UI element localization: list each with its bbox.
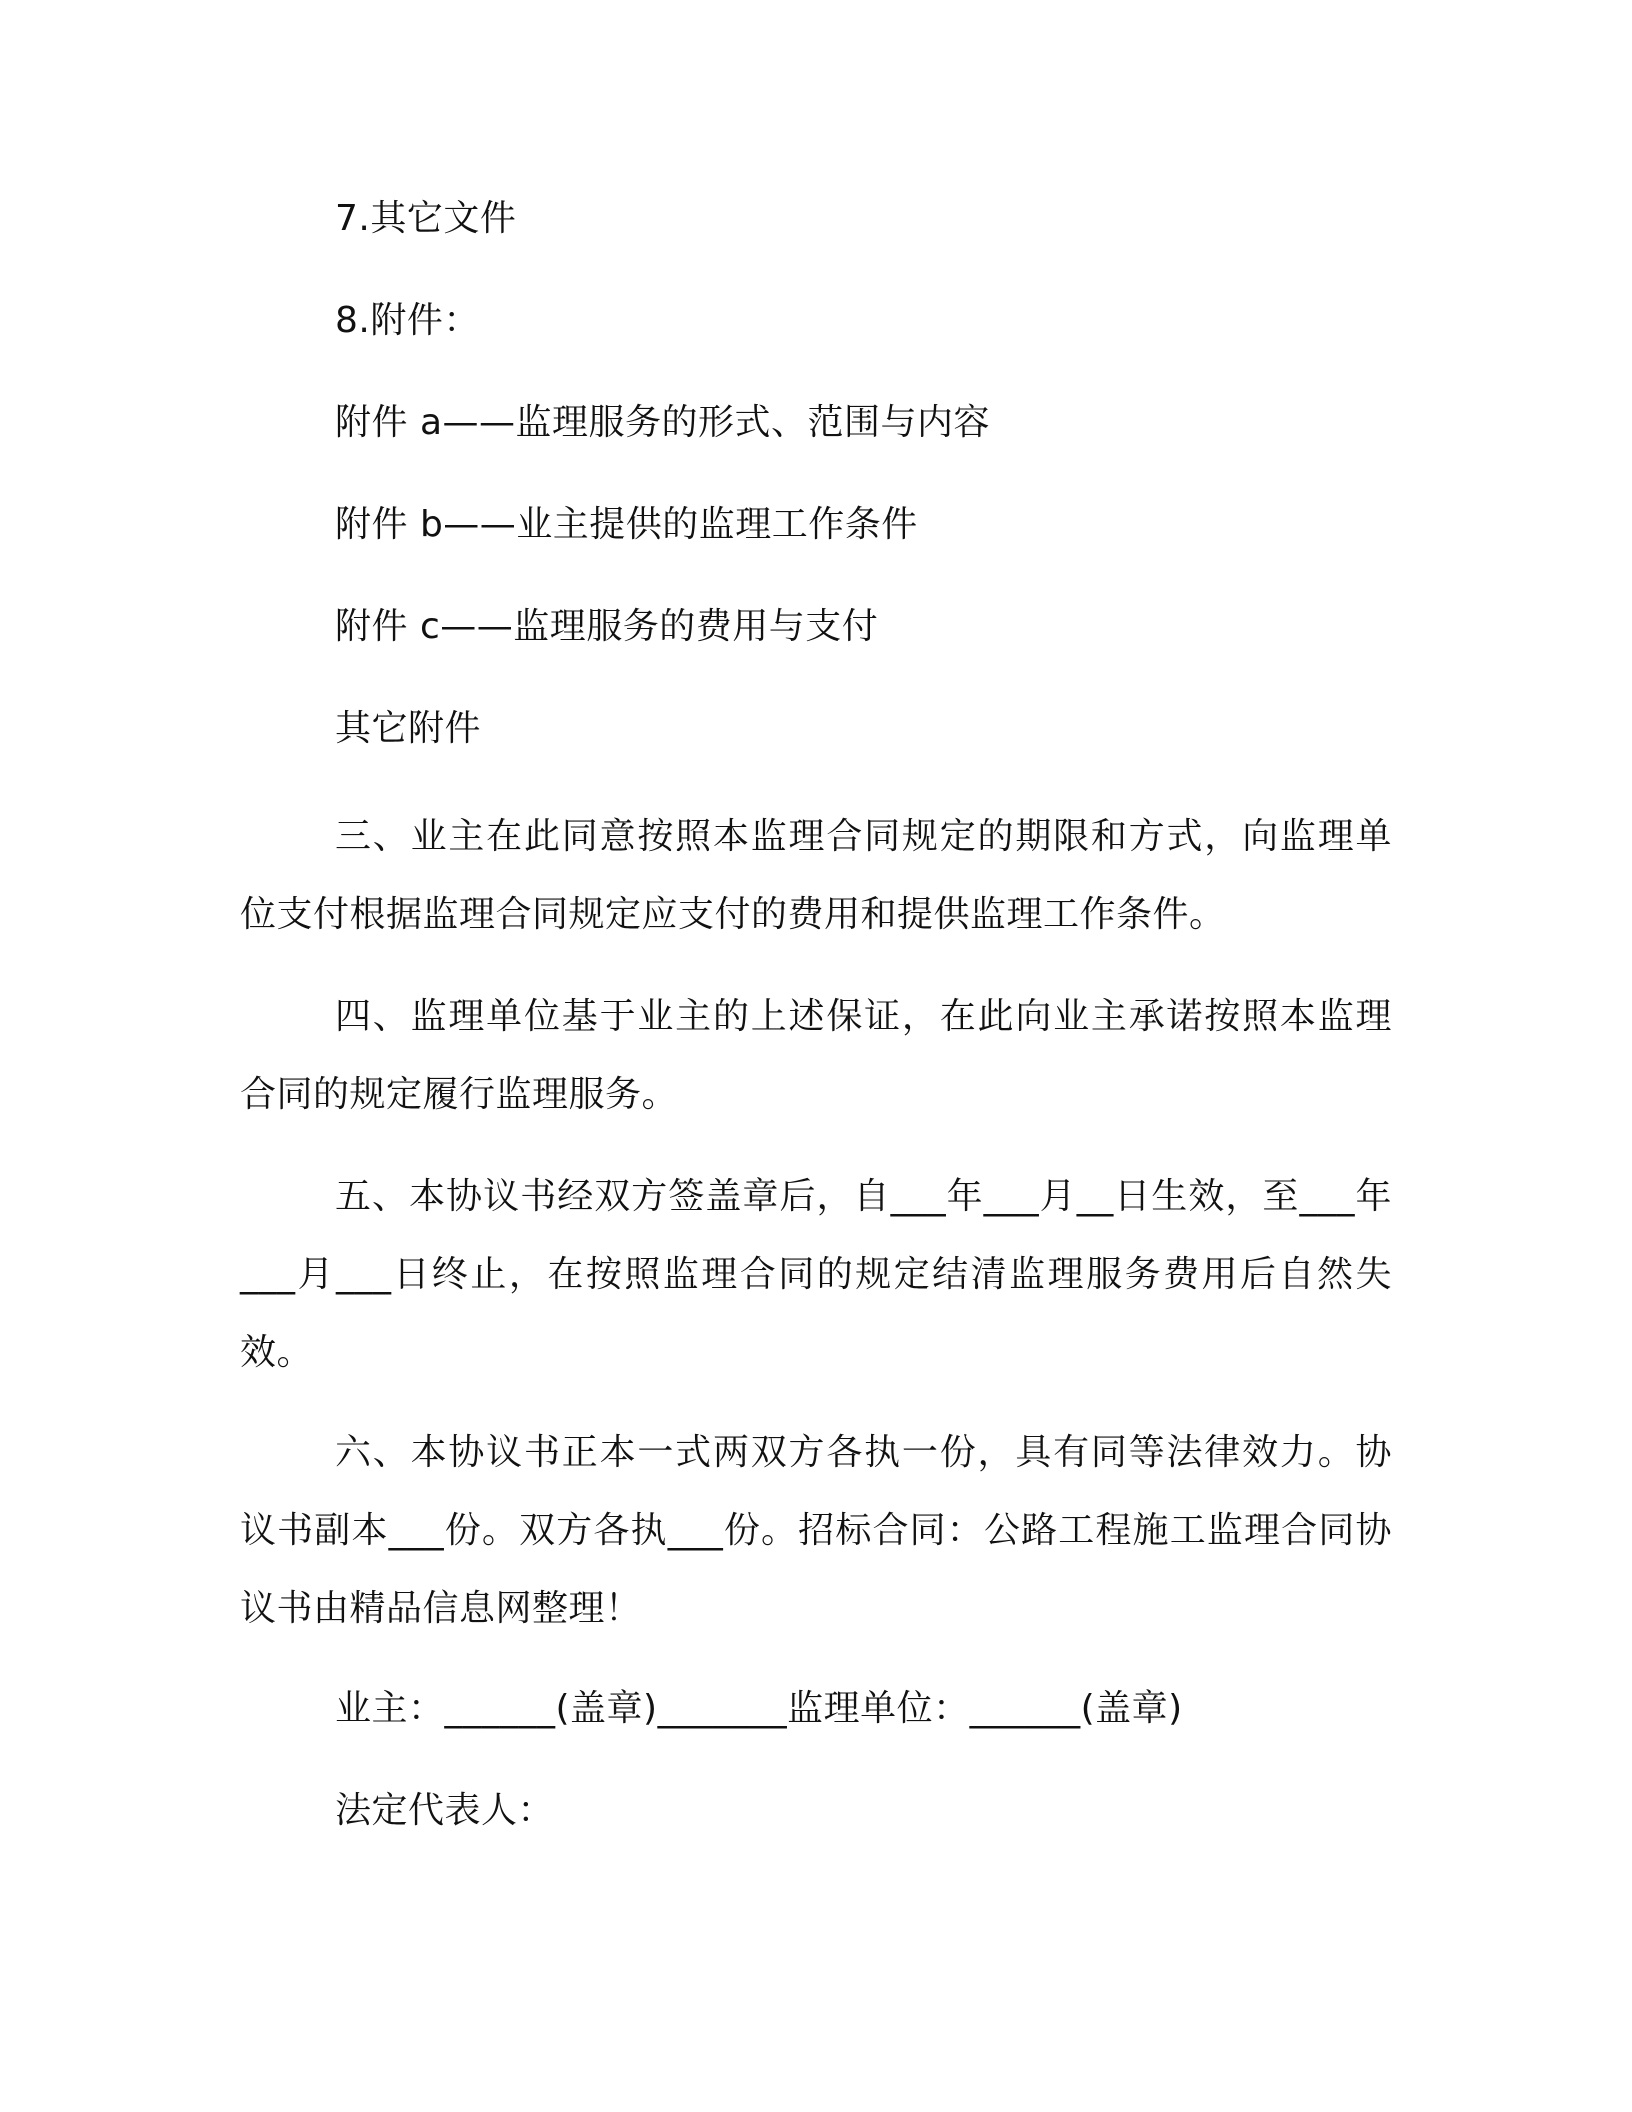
clause-6: 六、本协议书正本一式两双方各执一份，具有同等法律效力。协议书副本___份。双方各执___份。招标合同：公路工程施工监理合同协议书由精品信息网整理！ — [240, 1432, 1392, 1629]
legal-representative: 法定代表人： — [335, 1790, 555, 1831]
attachment-c: 附件 c——监理服务的费用与支付 — [335, 606, 879, 647]
signature-parties: 业主：______(盖章)_______监理单位：______(盖章) — [335, 1688, 1183, 1729]
clause-3: 三、业主在此同意按照本监理合同规定的期限和方式，向监理单位支付根据监理合同规定应支付的费用和提供监理工作条件。 — [240, 816, 1392, 935]
item-8: 8.附件： — [335, 300, 480, 341]
attachment-a: 附件 a——监理服务的形式、范围与内容 — [335, 402, 991, 443]
clause-4: 四、监理单位基于业主的上述保证，在此向业主承诺按照本监理合同的规定履行监理服务。 — [240, 996, 1392, 1115]
other-attachments: 其它附件 — [335, 708, 482, 749]
item-7: 7.其它文件 — [335, 198, 517, 239]
clause-5: 五、本协议书经双方签盖章后，自___年___月__日生效，至___年___月___日终止，在按照监理合同的规定结清监理服务费用后自然失效。 — [240, 1176, 1392, 1373]
attachment-b: 附件 b——业主提供的监理工作条件 — [335, 504, 918, 545]
